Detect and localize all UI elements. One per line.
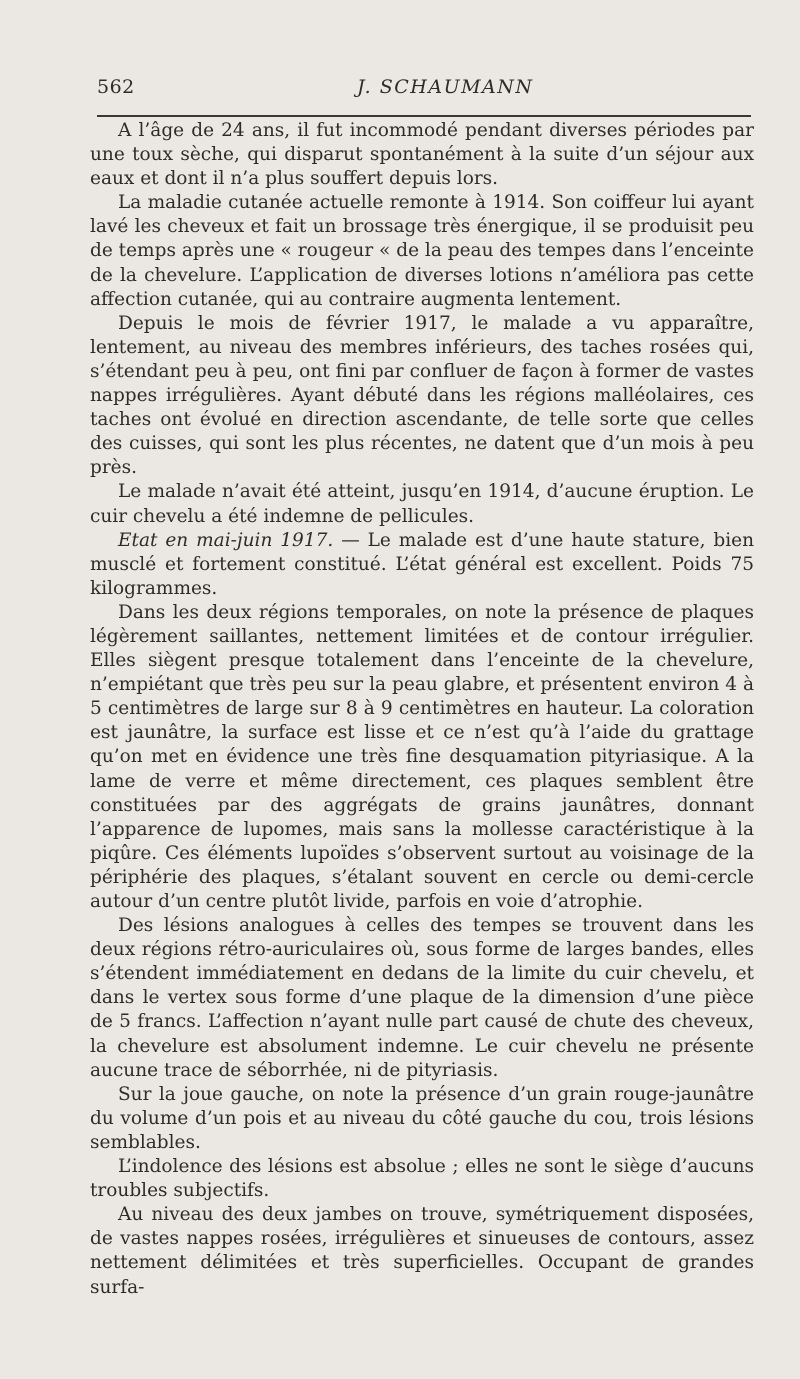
state-text: — Le malade est d’une haute stature, bien musclé et fortement constitué. L’état général est excellent. Poids 75 kilogrammes. bbox=[90, 529, 755, 599]
paragraph-no-eruption: Le malade n’avait été atteint, jusqu’en 1914, d’aucune éruption. Le cuir chevelu a été indemne de pellicules. bbox=[90, 481, 754, 527]
page-header bbox=[97, 76, 751, 106]
paragraph-temporal-regions: Dans les deux régions temporales, on note la présence de plaques légèrement saillantes, nettement limitées et de contour irrégulier. Elles siègent presque totalement dans l’enceinte de la chevelure, n’empiétant que très peu sur la peau glabre, et présentent environ 4 à 5 centimètres de large sur 8 à 9 centimètres en hauteur. La coloration est jaunâtre, la surface est lisse et ce n’est qu’à l’aide du grattage qu’on met en évidence une très fine desquamation pityriasique. A la lame de verre et même directement, ces plaques semblent être constituées par des aggrégats de grains jaunâtres, donnant l’apparence de lupomes, mais sans la mollesse caractéristique à la piqûre. Ces éléments lupoïdes s’observent surtout au voisinage de la périphérie des plaques, s’étalant souvent en cercle ou demi-cercle autour d’un centre plutôt livide, parfois en voie d’atrophie. bbox=[90, 601, 754, 912]
paragraph-retro-auricular: Des lésions analogues à celles des tempes se trouvent dans les deux régions rétro-auriculaires où, sous forme de larges bandes, elles s’étendent immédiatement en dedans de la limite du cuir chevelu, et dans le vertex sous forme d’une plaque de la dimension d’une pièce de 5 francs. L’affection n’ayant nulle part causé de chute des cheveux, la chevelure est absolument indemne. Le cuir chevelu ne présente aucune trace de séborrhée, ni de pityriasis. bbox=[90, 915, 754, 1081]
paragraph-state-may-june-1917 bbox=[90, 529, 754, 601]
paragraph-onset-1914: La maladie cutanée actuelle remonte à 1914. Son coiffeur lui ayant lavé les cheveux et fait un brossage très énergique, il se produisit peu de temps après une « rougeur « de la peau des tempes dans l’enceinte de la chevelure. L’application de diverses lotions n’améliora pas cette affection cutanée, qui au contraire augmenta lentement. bbox=[90, 192, 754, 310]
paragraph-legs: Au niveau des deux jambes on trouve, symétriquement disposées, de vastes nappes rosées, irrégulières et sinueuses de contours, assez nettement délimitées et très superficielles. Occupant de grandes surfa- bbox=[90, 1204, 754, 1298]
body-text bbox=[90, 119, 754, 1300]
paragraph-indolence: L’indolence des lésions est absolue ; elles ne sont le siège d’aucuns troubles subjectifs. bbox=[90, 1156, 754, 1202]
paragraph-left-cheek: Sur la joue gauche, on note la présence d’un grain rouge-jaunâtre du volume d’un pois et au niveau du côté gauche du cou, trois lésions semblables. bbox=[90, 1083, 754, 1153]
paragraph-age-24: A l’âge de 24 ans, il fut incommodé pendant diverses périodes par une toux sèche, qui disparut spontanément à la suite d’un séjour aux eaux et dont il n’a plus souffert depuis lors. bbox=[90, 120, 754, 190]
page-number: 562 bbox=[97, 76, 135, 98]
state-italic-lead: Etat en mai-juin 1917. bbox=[118, 529, 334, 551]
header-rule bbox=[97, 115, 751, 117]
running-head: J. SCHAUMANN bbox=[357, 76, 534, 98]
paragraph-february-1917: Depuis le mois de février 1917, le malade a vu apparaître, lentement, au niveau des membres inférieurs, des taches rosées qui, s’étendant peu à peu, ont fini par confluer de façon à former de vastes nappes irrégulières. Ayant débuté dans les régions malléolaires, ces taches ont évolué en direction ascendante, de telle sorte que celles des cuisses, qui sont les plus récentes, ne datent que d’un mois à peu près. bbox=[90, 312, 754, 479]
